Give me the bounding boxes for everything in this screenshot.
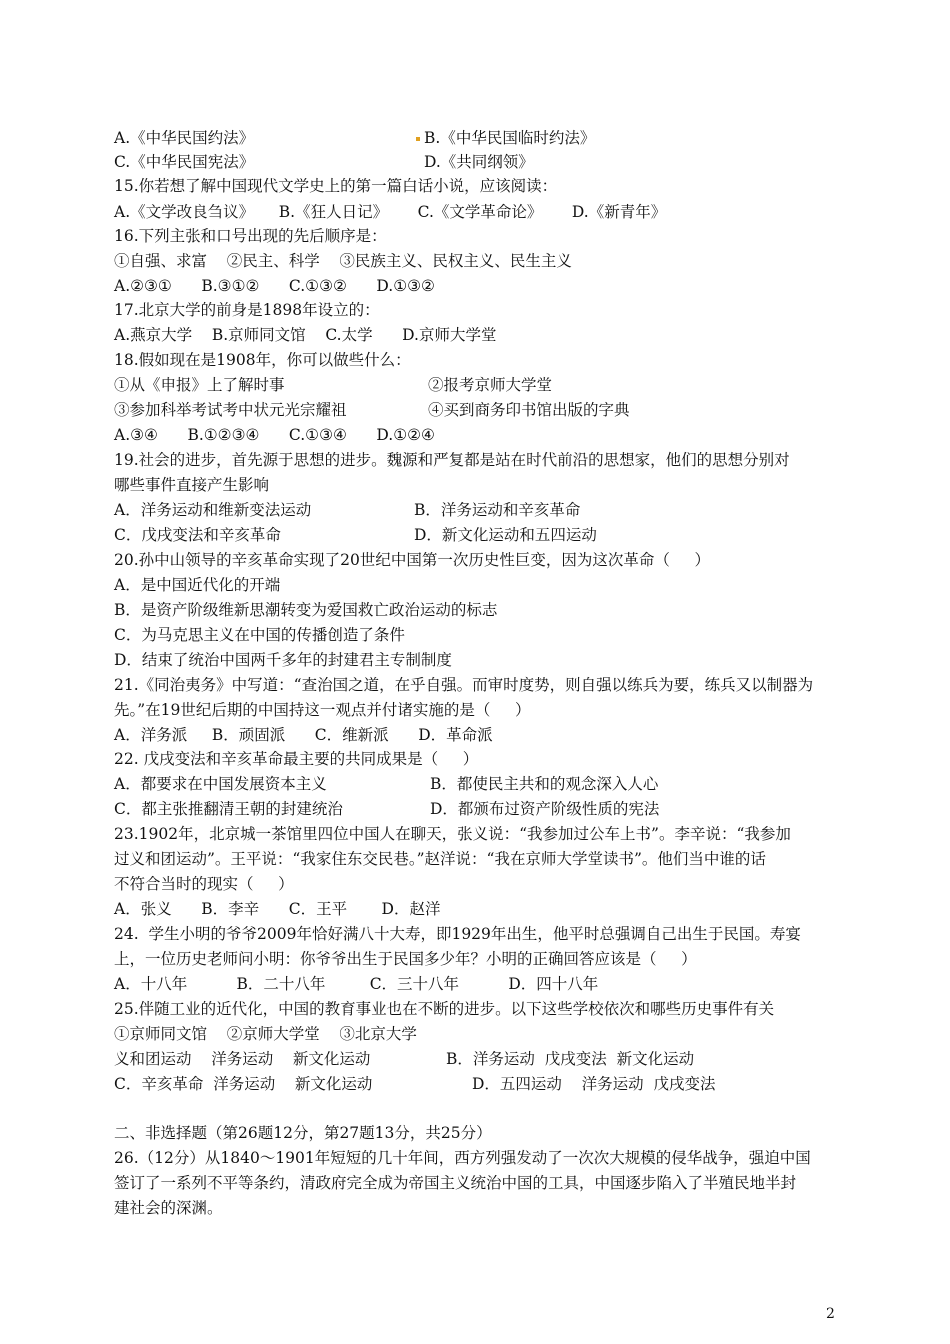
q25-option-b: B．洋务运动 戊戌变法 新文化运动 bbox=[446, 1050, 695, 1068]
q14-option-d: D.《共同纲领》 bbox=[424, 153, 534, 171]
q25-stem: 25.伴随工业的近代化，中国的教育事业也在不断的进步。以下这些学校依次和哪些历史事件有关 bbox=[114, 1000, 775, 1018]
q22-stem: 22. 戊戌变法和辛亥革命最主要的共同成果是（ ） bbox=[114, 750, 479, 768]
q24-stem-line2: 上，一位历史老师问小明：你爷爷出生于民国多少年？小明的正确回答应该是（ ） bbox=[114, 950, 697, 968]
q26-line3: 建社会的深渊。 bbox=[114, 1199, 223, 1217]
q26-line1: 26.（12分）从1840～1901年短短的几十年间，西方列强发动了一次次大规模的侵华战争，强迫中国 bbox=[114, 1149, 811, 1167]
q14-option-c: C.《中华民国宪法》 bbox=[114, 153, 255, 171]
q18-options: A.③④ B.①②③④ C.①③④ D.①②④ bbox=[114, 426, 435, 444]
section-2-title: 二、非选择题（第26题12分，第27题13分，共25分） bbox=[114, 1124, 492, 1142]
q18-item-3: ③参加科举考试考中状元光宗耀祖 bbox=[114, 401, 347, 419]
q23-stem-line3: 不符合当时的现实（ ） bbox=[114, 875, 294, 893]
q22-option-b: B．都使民主共和的观念深入人心 bbox=[430, 775, 659, 793]
q14-option-b: B.《中华民国临时约法》 bbox=[424, 129, 596, 147]
q16-stem: 16.下列主张和口号出现的先后顺序是： bbox=[114, 227, 387, 245]
q20-option-d: D．结束了统治中国两千多年的封建君主专制制度 bbox=[114, 651, 452, 669]
q16-options: A.②③① B.③①② C.①③② D.①③② bbox=[114, 277, 435, 295]
q19-option-b: B．洋务运动和辛亥革命 bbox=[414, 501, 581, 519]
q19-option-a: A．洋务运动和维新变法运动 bbox=[114, 501, 312, 519]
q22-option-a: A．都要求在中国发展资本主义 bbox=[114, 775, 327, 793]
page-number: 2 bbox=[826, 1306, 835, 1322]
q20-stem: 20.孙中山领导的辛亥革命实现了20世纪中国第一次历史性巨变，因为这次革命（ ） bbox=[114, 551, 711, 569]
q26-line2: 签订了一系列不平等条约，清政府完全成为帝国主义统治中国的工具，中国逐步陷入了半殖民地半封 bbox=[114, 1174, 797, 1192]
q22-option-d: D．都颁布过资产阶级性质的宪法 bbox=[430, 800, 660, 818]
q20-option-a: A．是中国近代化的开端 bbox=[114, 576, 281, 594]
q19-option-c: C．戊戌变法和辛亥革命 bbox=[114, 526, 281, 544]
q20-option-b: B．是资产阶级维新思潮转变为爱国救亡政治运动的标志 bbox=[114, 601, 498, 619]
q19-stem-line2: 哪些事件直接产生影响 bbox=[114, 476, 270, 494]
q24-options: A．十八年 B．二十八年 C．三十八年 D．四十八年 bbox=[114, 975, 599, 993]
q23-stem-line1: 23.1902年，北京城一茶馆里四位中国人在聊天，张义说：“我参加过公车上书”。李辛说：“我参加 bbox=[114, 825, 791, 843]
q19-stem-line1: 19.社会的进步，首先源于思想的进步。魏源和严复都是站在时代前沿的思想家，他们的思想分别对 bbox=[114, 451, 790, 469]
q24-stem-line1: 24. 学生小明的爷爷2009年恰好满八十大寿，即1929年出生，他平时总强调自己出生于民国。寿宴 bbox=[114, 925, 801, 943]
q18-item-4: ④买到商务印书馆出版的字典 bbox=[428, 401, 630, 419]
q25-items: ①京师同文馆 ②京师大学堂 ③北京大学 bbox=[114, 1025, 417, 1043]
q25-option-a: 义和团运动 洋务运动 新文化运动 bbox=[114, 1050, 371, 1068]
q23-stem-line2: 过义和团运动”。王平说：“我家住东交民巷。”赵洋说：“我在京师大学堂读书”。他们当中谁的话 bbox=[114, 850, 766, 868]
q21-options: A．洋务派 B．顽固派 C．维新派 D．革命派 bbox=[114, 726, 493, 744]
q22-option-c: C．都主张推翻清王朝的封建统治 bbox=[114, 800, 343, 818]
q14-option-b-marker bbox=[412, 126, 424, 150]
q21-stem-line2: 先。”在19世纪后期的中国持这一观点并付诸实施的是（ ） bbox=[114, 701, 531, 719]
q15-stem: 15.你若想了解中国现代文学史上的第一篇白话小说，应该阅读： bbox=[114, 177, 558, 195]
q17-options: A.燕京大学 B.京师同文馆 C.太学 D.京师大学堂 bbox=[114, 326, 497, 344]
q18-item-1: ①从《申报》上了解时事 bbox=[114, 376, 285, 394]
q23-options: A．张义 B．李辛 C．王平 D．赵洋 bbox=[114, 900, 441, 918]
q19-option-d: D．新文化运动和五四运动 bbox=[414, 526, 597, 544]
q16-items: ①自强、求富 ②民主、科学 ③民族主义、民权主义、民生主义 bbox=[114, 252, 572, 270]
q20-option-c: C．为马克思主义在中国的传播创造了条件 bbox=[114, 626, 405, 644]
q25-option-c: C．辛亥革命 洋务运动 新文化运动 bbox=[114, 1075, 373, 1093]
q15-options: A.《文学改良刍议》 B.《狂人日记》 C.《文学革命论》 D.《新青年》 bbox=[114, 203, 667, 221]
q25-option-d: D．五四运动 洋务运动 戊戌变法 bbox=[472, 1075, 716, 1093]
q18-item-2: ②报考京师大学堂 bbox=[428, 376, 553, 394]
q14-option-a: A.《中华民国约法》 bbox=[114, 129, 255, 147]
q18-stem: 18.假如现在是1908年，你可以做些什么： bbox=[114, 351, 411, 369]
q21-stem-line1: 21.《同治夷务》中写道：“查治国之道，在乎自强。而审时度势，则自强以练兵为要，练兵又以制器为 bbox=[114, 676, 814, 694]
q17-stem: 17.北京大学的前身是1898年设立的： bbox=[114, 301, 380, 319]
